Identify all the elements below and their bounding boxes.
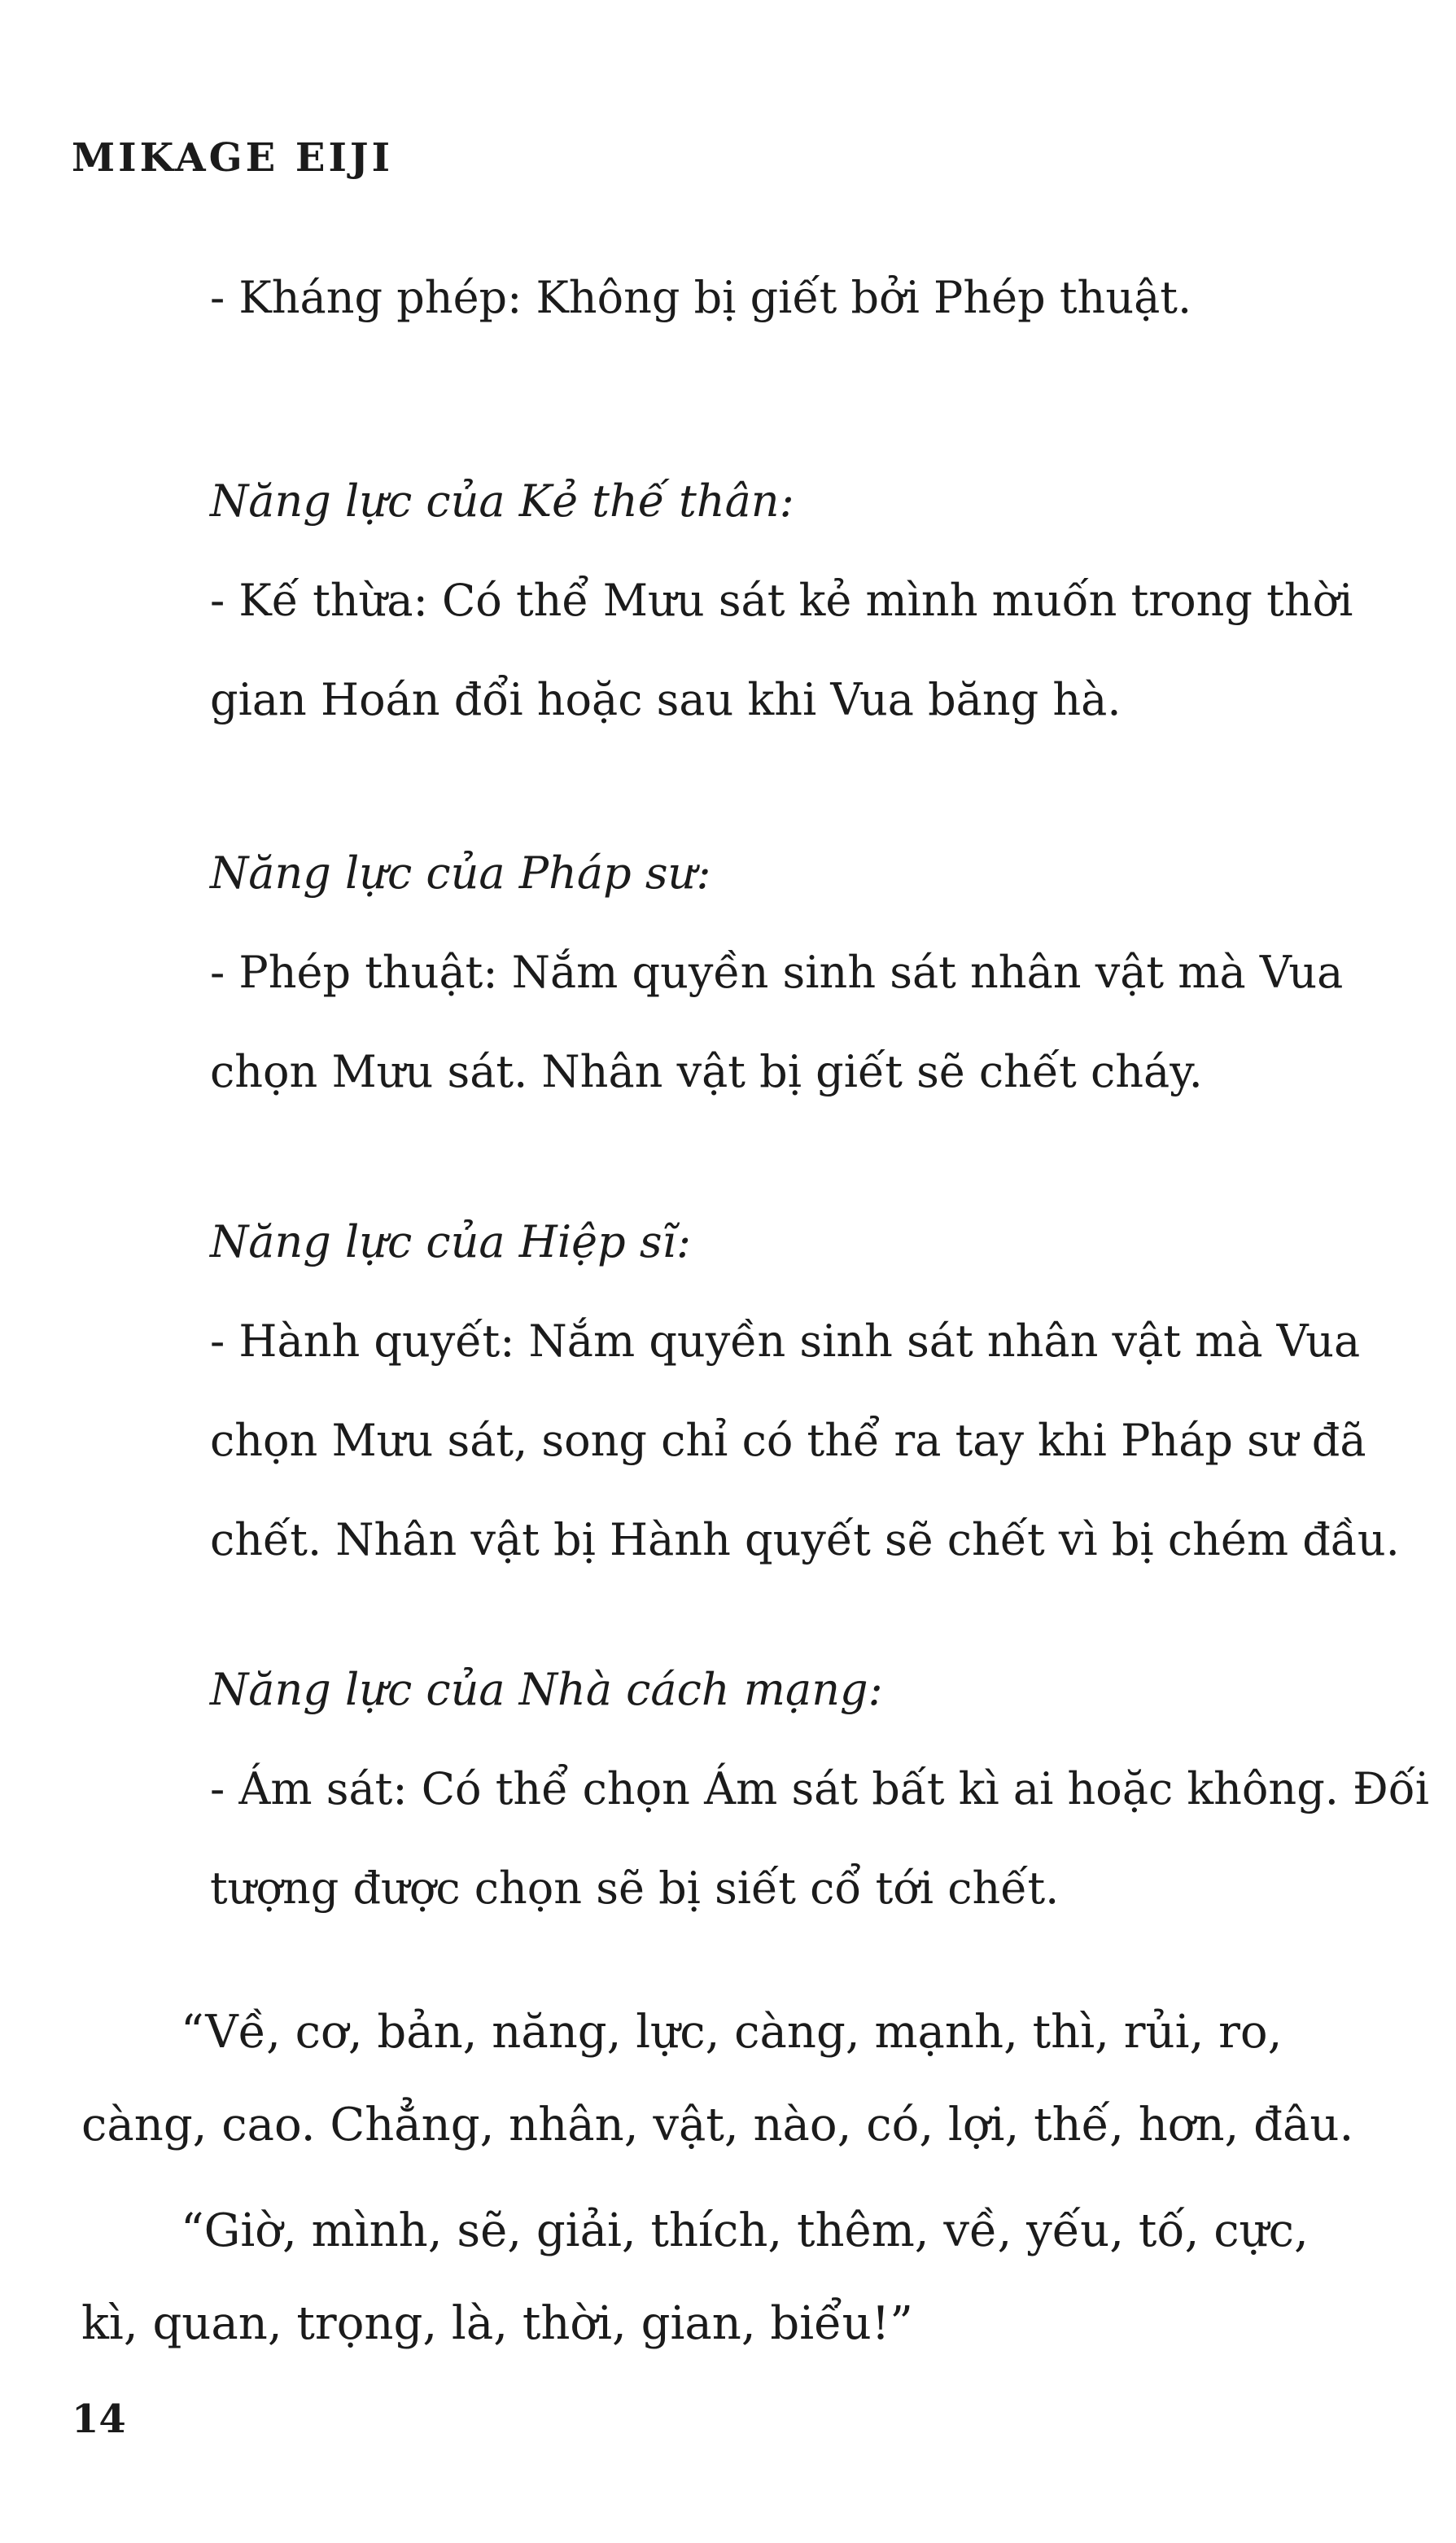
narration-paragraph [81,2185,1416,2370]
page-number: 14 [72,2396,126,2442]
section-heading: Năng lực của Pháp sư: [210,847,711,899]
ability-line: - Hành quyết: Nắm quyền sinh sát nhân vật mà Vua [210,1315,1361,1367]
ability-section [210,1640,1429,1938]
narration-line: “Giờ, mình, sẽ, giải, thích, thêm, về, yếu, tố, cực, [181,2204,1309,2257]
narration-line: càng, cao. Chẳng, nhân, vật, nào, có, lợi, thế, hơn, đâu. [81,2099,1354,2151]
narration-line: kì, quan, trọng, là, thời, gian, biểu!” [81,2297,913,2350]
running-head: MIKAGE EIJI [72,135,394,181]
ability-section [210,824,1414,1122]
ability-section [210,1193,1414,1590]
narration-paragraph [81,1986,1416,2172]
ability-line: tượng được chọn sẽ bị siết cổ tới chết. [210,1862,1060,1914]
section-heading: Năng lực của Hiệp sĩ: [210,1216,692,1267]
ability-line: - Phép thuật: Nắm quyền sinh sát nhân vật mà Vua [210,947,1344,998]
ability-line: - Kế thừa: Có thể Mưu sát kẻ mình muốn trong thời [210,575,1353,626]
ability-section [210,452,1414,750]
ability-line: chết. Nhân vật bị Hành quyết sẽ chết vì bị chém đầu. [210,1514,1400,1565]
ability-section [210,248,1414,348]
narration-line: “Về, cơ, bản, năng, lực, càng, mạnh, thì, rủi, ro, [181,2006,1283,2059]
ability-line: chọn Mưu sát. Nhân vật bị giết sẽ chết cháy. [210,1046,1203,1097]
ability-line: gian Hoán đổi hoặc sau khi Vua băng hà. [210,674,1122,725]
section-heading: Năng lực của Kẻ thế thân: [210,475,794,527]
ability-line: - Ám sát: Có thể chọn Ám sát bất kì ai hoặc không. Đối [210,1763,1429,1814]
ability-line: chọn Mưu sát, song chỉ có thể ra tay khi Pháp sư đã [210,1415,1366,1466]
ability-line: - Kháng phép: Không bị giết bởi Phép thuật. [210,272,1192,323]
narration [81,1986,1416,2370]
section-heading: Năng lực của Nhà cách mạng: [210,1664,883,1715]
